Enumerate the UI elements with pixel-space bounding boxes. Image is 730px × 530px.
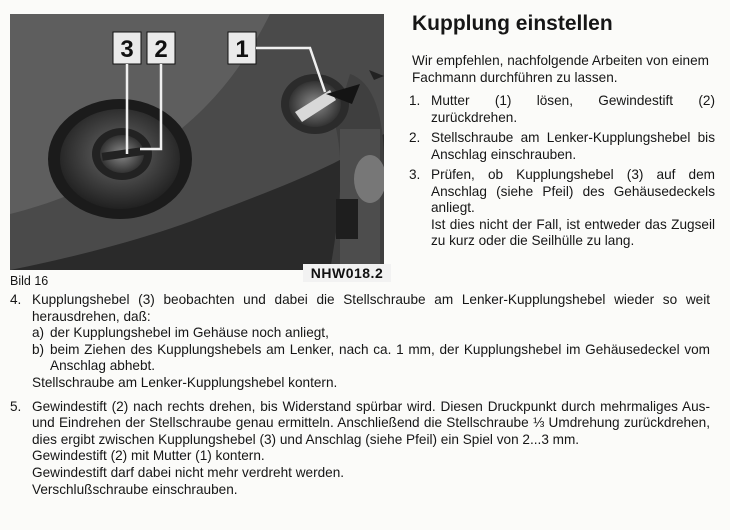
callout-1: 1 <box>235 36 249 63</box>
sub-list <box>32 325 710 375</box>
steps-right-list <box>409 93 715 254</box>
step-3 <box>409 167 715 250</box>
figure-caption: Bild 16 <box>10 274 49 288</box>
sub-letter: a) <box>32 325 45 341</box>
step-2 <box>409 130 715 163</box>
step-number: 3. <box>409 167 421 182</box>
step-text: Gewindestift (2) nach rechts drehen, bis Widerstand spürbar wird. Diesen Druckpunkt durch mehrmaliges Aus- und Eindrehen der Stellschraube genau ermitteln. Anschließend die Stellschraube ⅓ Umdrehung zurückdrehen, dies ergibt zwischen Kupplungshebel (3) und Anschlag (siehe Pfeil) ein Spiel von 2...3 mm. <box>32 398 710 447</box>
callout-2: 2 <box>154 36 168 63</box>
step-4 <box>10 292 710 392</box>
steps-bottom-list <box>10 292 710 505</box>
sub-letter: b) <box>32 341 45 357</box>
step-text: Kupplungshebel (3) beobachten und dabei die Stellschraube am Lenker-Kupplungshebel wieder so weit herausdrehen, daß: <box>32 292 710 324</box>
step-number: 5. <box>10 398 22 414</box>
step-text: Prüfen, ob Kupplungshebel (3) auf dem Anschlag (siehe Pfeil) des Gehäusedeckels anliegt. <box>431 167 715 215</box>
step-followup: Stellschraube am Lenker-Kupplungshebel kontern. <box>32 374 338 390</box>
step-body <box>32 399 710 499</box>
step-number: 2. <box>409 130 421 145</box>
step-5 <box>10 399 710 499</box>
sub-text: der Kupplungshebel im Gehäuse noch anliegt, <box>50 325 329 341</box>
step-body <box>431 167 715 250</box>
step-text: Mutter (1) lösen, Gewindestift (2) zurückdrehen. <box>431 93 715 125</box>
sub-item-b <box>32 342 710 375</box>
step-number: 4. <box>10 292 22 307</box>
step-text: Stellschraube am Lenker-Kupplungshebel bis Anschlag einschrauben. <box>431 130 715 162</box>
step-line: Gewindestift (2) mit Mutter (1) kontern. <box>32 448 265 464</box>
step-line: Verschlußschraube einschrauben. <box>32 481 238 497</box>
step-note: Ist dies nicht der Fall, ist entweder das Zugseil zu kurz oder die Seilhülle zu lang. <box>431 216 715 248</box>
intro-text: Wir empfehlen, nachfolgende Arbeiten von einem Fachmann durchführen zu lassen. <box>412 53 709 85</box>
sub-text: beim Ziehen des Kupplungshebels am Lenker, nach ca. 1 mm, der Kupplungshebel im Gehäusedeckel vom Anschlag abhebt. <box>50 341 710 374</box>
step-body <box>32 292 710 392</box>
step-1 <box>409 93 715 126</box>
page-title: Kupplung einstellen <box>412 12 613 35</box>
step-line: Gewindestift darf dabei nicht mehr verdreht werden. <box>32 464 345 480</box>
clutch-cover-photo <box>10 14 384 270</box>
step-number: 1. <box>409 93 421 108</box>
callout-3: 3 <box>120 36 134 63</box>
figure-code-label: NHW018.2 <box>303 264 391 282</box>
sub-item-a <box>32 325 710 342</box>
